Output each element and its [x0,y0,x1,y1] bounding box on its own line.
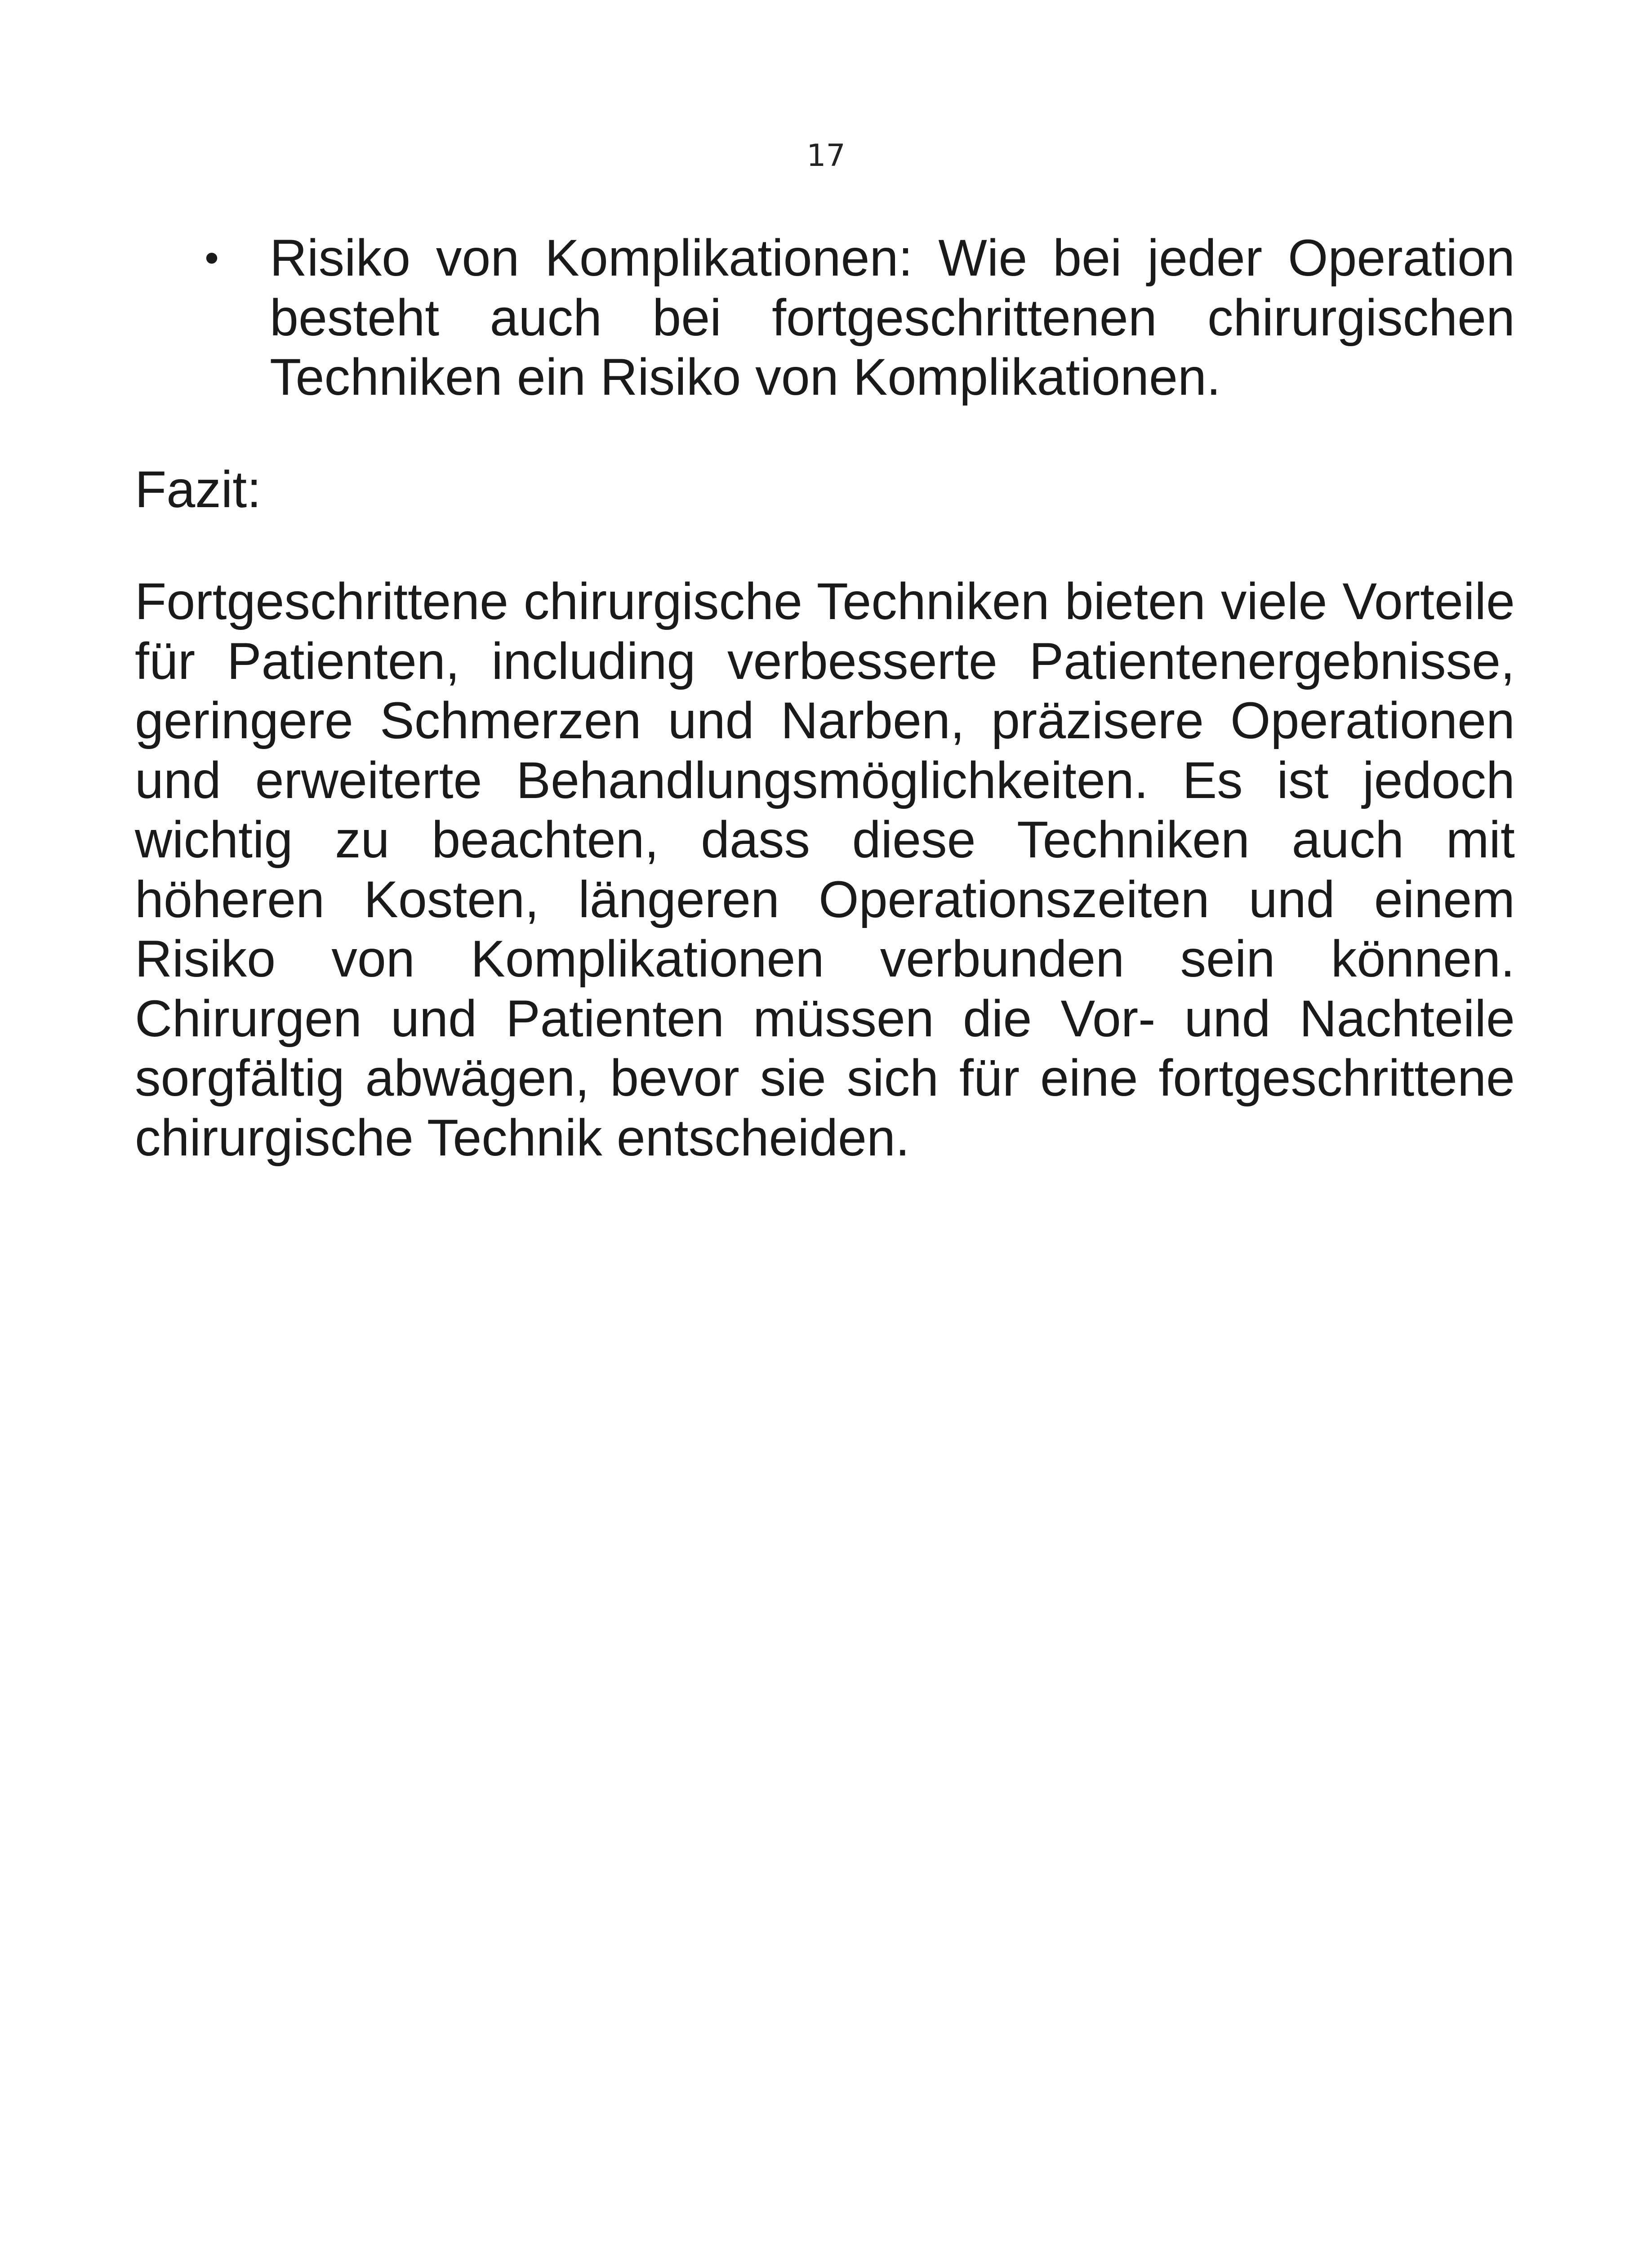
page-number: 17 [806,138,846,174]
bullet-icon: • [205,236,219,281]
bullet-text: Risiko von Komplikationen: Wie bei jeder Operation besteht auch bei fortgeschrittenen chirurgischen Techniken ein Risiko von Komplikationen. [270,229,1515,406]
section-heading-fazit: Fazit: [135,460,262,518]
page-content [135,228,1515,1168]
bullet-item-complications [135,228,1515,407]
conclusion-paragraph: Fortgeschrittene chirurgische Techniken bieten viele Vorteile für Patienten, including verbesserte Patientenergebnisse, geringere Schmerzen und Narben, präzisere Operationen und erweiterte Behandlungsmöglichkeiten. Es ist jedoch wichtig zu beachten, dass diese Techniken auch mit höheren Kosten, längeren Operationszeiten und einem Risiko von Komplikationen verbunden sein können. Chirurgen und Patienten müssen die Vor- und Nachteile sorgfältig abwägen, bevor sie sich für eine fortgeschrittene chirurgische Technik entscheiden. [135,573,1515,1167]
